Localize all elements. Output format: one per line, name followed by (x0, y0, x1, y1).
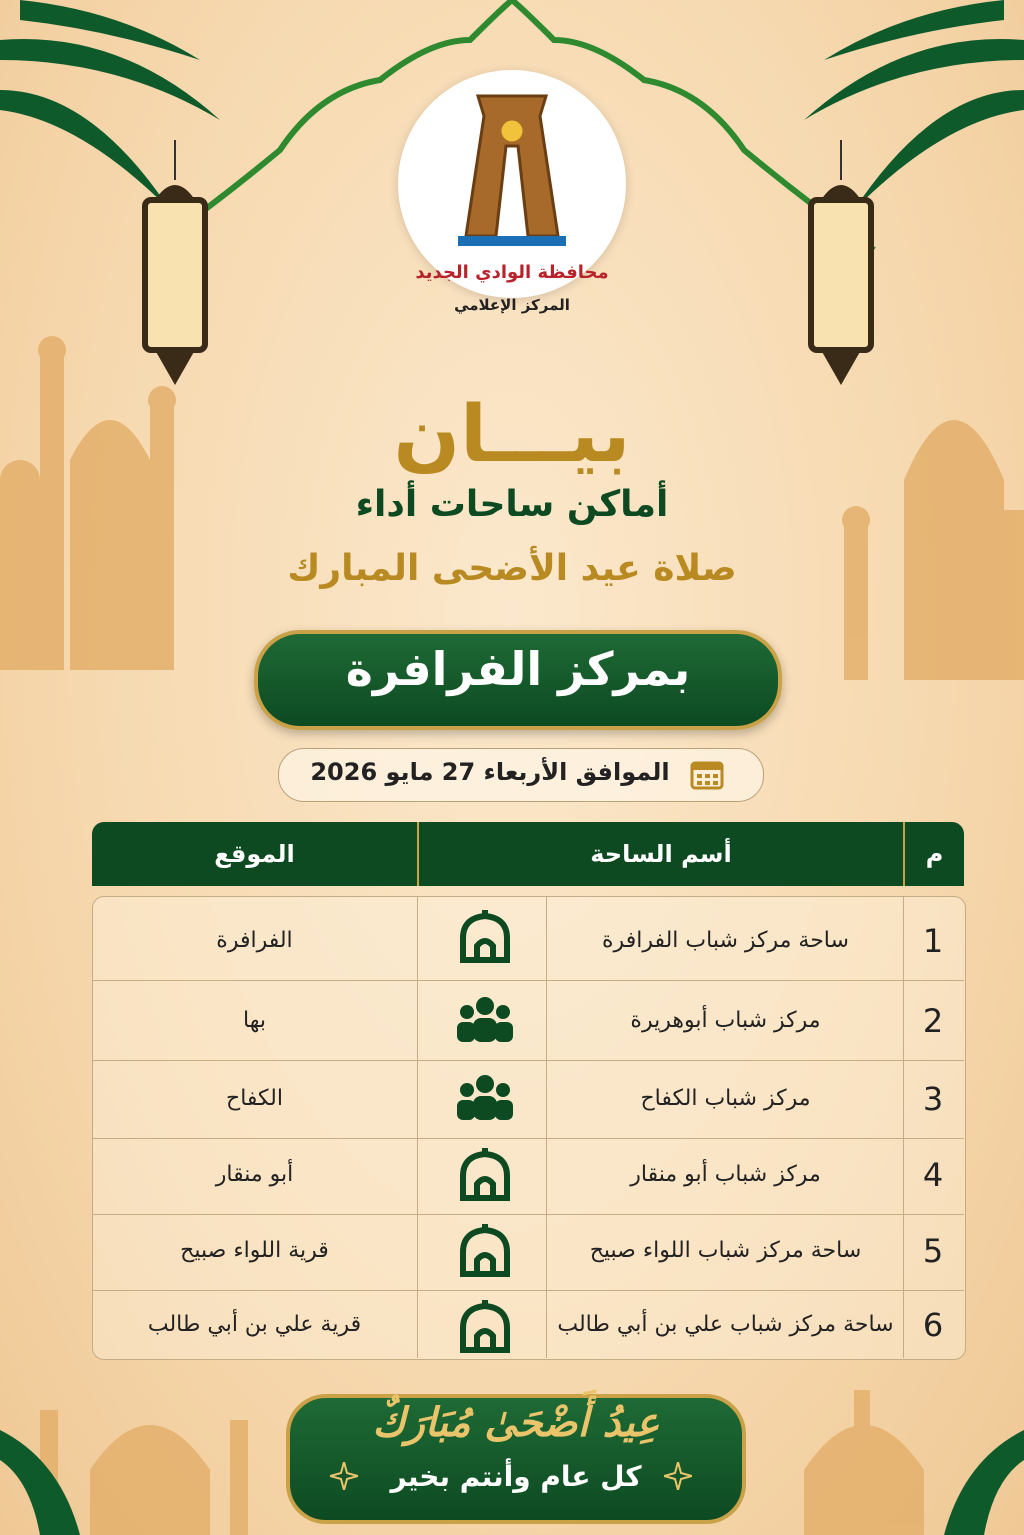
location-name: مركز شباب أبوهريرة (630, 1008, 821, 1033)
mosque-illustration-bottom-left (0, 1370, 280, 1535)
row-number: 1 (922, 922, 944, 960)
row-number: 5 (922, 1232, 944, 1270)
column-divider (546, 896, 547, 1358)
location-name: ساحة مركز شباب علي بن أبي طالب (557, 1312, 894, 1337)
location-name: ساحة مركز شباب اللواء صبيح (589, 1238, 862, 1263)
subtitle-1: أماكن ساحات أداء (355, 484, 669, 525)
location-area: الفرافرة (216, 928, 293, 953)
date-text: الموافق الأربعاء 27 مايو 2026 (310, 758, 670, 786)
calendar-icon (690, 758, 724, 790)
row-divider (92, 1290, 964, 1291)
mosque-icon (455, 908, 515, 964)
page-title: بيـــان (393, 390, 631, 480)
mosque-icon (455, 1146, 515, 1202)
subtitle-2: صلاة عيد الأضحى المبارك (287, 548, 737, 589)
center-banner-text: بمركز الفرافرة (345, 642, 691, 696)
location-name: مركز شباب الكفاح (640, 1086, 811, 1111)
row-divider (92, 1138, 964, 1139)
eid-wish: كل عام وأنتم بخير (390, 1460, 642, 1493)
mosque-icon (455, 1298, 515, 1354)
row-number: 2 (922, 1002, 944, 1040)
header-index: م (925, 840, 944, 868)
people-icon (455, 992, 515, 1048)
governorate-emblem-icon (448, 86, 576, 252)
location-area: بها (243, 1008, 266, 1033)
logo-media-center: المركز الإعلامي (454, 296, 570, 314)
row-number: 6 (922, 1306, 944, 1344)
logo-governorate-name: محافظة الوادي الجديد (415, 262, 609, 283)
location-name: ساحة مركز شباب الفرافرة (602, 928, 849, 953)
eid-greeting: عِيدُ أَضْحَىٰ مُبَارَكٌ (372, 1400, 660, 1446)
mosque-illustration-bottom-right (744, 1370, 1024, 1535)
mosque-icon (455, 1222, 515, 1278)
location-name: مركز شباب أبو منقار (630, 1162, 821, 1187)
row-number: 4 (922, 1156, 944, 1194)
location-area: قرية علي بن أبي طالب (147, 1312, 362, 1337)
row-divider (92, 1214, 964, 1215)
people-icon (455, 1070, 515, 1126)
row-divider (92, 980, 964, 981)
row-divider (92, 1060, 964, 1061)
location-area: أبو منقار (215, 1162, 294, 1187)
header-location: الموقع (214, 840, 295, 868)
row-number: 3 (922, 1080, 944, 1118)
column-divider (903, 896, 904, 1358)
location-area: قرية اللواء صبيح (180, 1238, 329, 1263)
header-name: أسم الساحة (590, 840, 732, 868)
column-divider (417, 896, 418, 1358)
location-area: الكفاح (226, 1086, 283, 1111)
